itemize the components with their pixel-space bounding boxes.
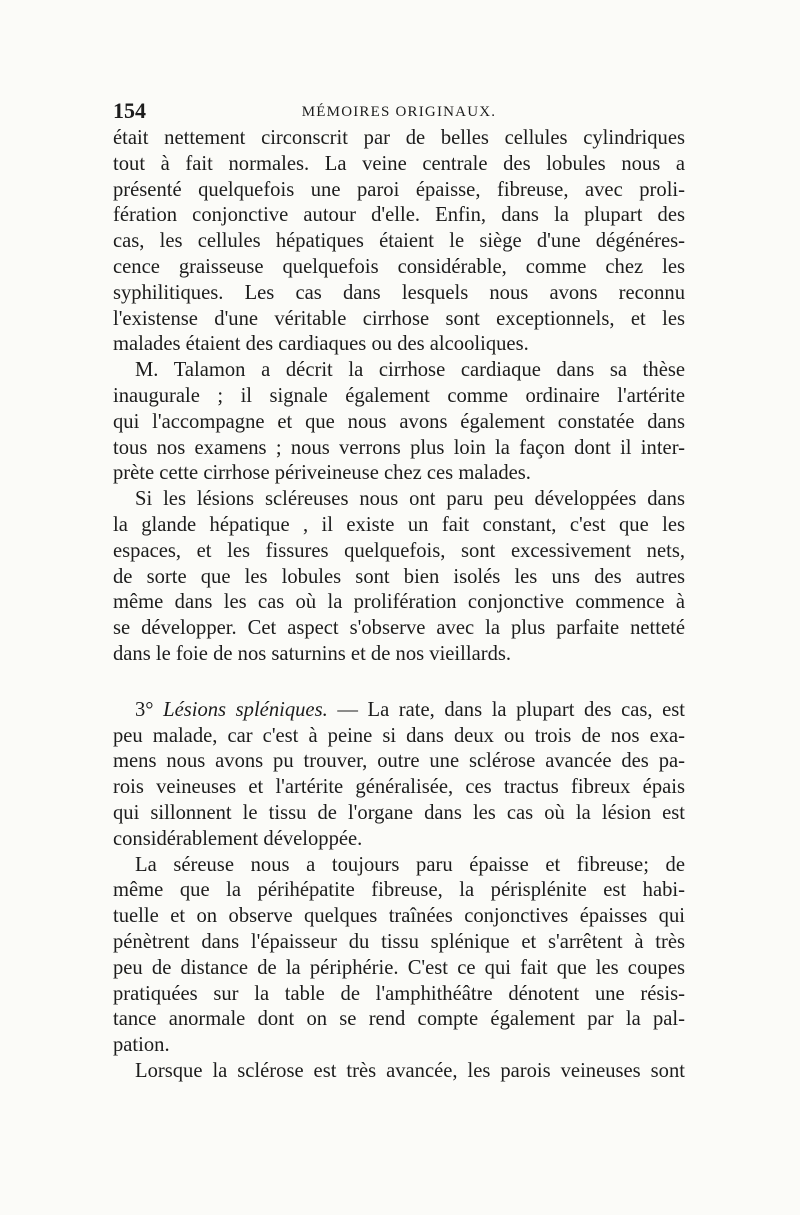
text-line: cence graisseuse quelquefois considérable, comme chez les bbox=[113, 255, 685, 278]
text-line: de sorte que les lobules sont bien isolés les uns des autres bbox=[113, 565, 685, 588]
section-gap bbox=[113, 668, 685, 698]
page-number: 154 bbox=[113, 98, 146, 123]
section-number: 3° bbox=[135, 698, 154, 721]
text-line: pénètrent dans l'épaisseur du tissu splénique et s'arrêtent à très bbox=[113, 930, 685, 953]
text-line: espaces, et les fissures quelquefois, sont excessivement nets, bbox=[113, 539, 685, 562]
paragraph-hepatic-lesions bbox=[113, 126, 685, 358]
book-page bbox=[113, 98, 685, 1085]
text-line: pratiquées sur la table de l'amphithéâtre dénotent une résis- bbox=[113, 982, 685, 1005]
section-heading-line bbox=[113, 698, 685, 724]
text-line: même que la périhépatite fibreuse, la périsplénite est habi- bbox=[113, 879, 685, 902]
paragraph-advanced-sclerosis bbox=[113, 1059, 685, 1085]
text-line: qui l'accompagne et que nous avons également constatée dans bbox=[113, 410, 685, 433]
text-line: M. Talamon a décrit la cirrhose cardiaque dans sa thèse bbox=[135, 359, 685, 382]
page-header bbox=[113, 98, 685, 126]
paragraph-splenic-lesions bbox=[113, 698, 685, 853]
text-line: dans le foie de nos saturnins et de nos vieillards. bbox=[113, 642, 512, 665]
running-head: MÉMOIRES ORIGINAUX. bbox=[301, 104, 497, 120]
text-line: La séreuse nous a toujours paru épaisse et fibreuse; de bbox=[135, 853, 685, 876]
body-text bbox=[113, 126, 685, 1085]
text-line: Lorsque la sclérose est très avancée, les parois veineuses sont bbox=[135, 1059, 685, 1082]
text-line: était nettement circonscrit par de belles cellules cylindriques bbox=[113, 127, 685, 149]
text-line: tuelle et on observe quelques traînées conjonctives épaisses qui bbox=[113, 905, 685, 928]
text-line: mens nous avons pu trouver, outre une sclérose avancée des pa- bbox=[113, 750, 685, 773]
text-line: se développer. Cet aspect s'observe avec la plus parfaite netteté bbox=[113, 617, 685, 640]
text-line: présenté quelquefois une paroi épaisse, fibreuse, avec proli- bbox=[113, 178, 685, 201]
text-line: peu malade, car c'est à peine si dans deux ou trois de nos exa- bbox=[113, 724, 685, 747]
text-line: qui sillonnent le tissu de l'organe dans les cas où la lésion est bbox=[113, 801, 685, 824]
text-line: malades étaient des cardiaques ou des alcooliques. bbox=[113, 333, 529, 356]
text-line: l'existense d'une véritable cirrhose sont exceptionnels, et les bbox=[113, 307, 685, 330]
text-line: la glande hépatique , il existe un fait constant, c'est que les bbox=[113, 513, 685, 536]
section-title: Lésions spléniques. bbox=[163, 698, 328, 721]
text-line: — La rate, dans la plupart des cas, est bbox=[337, 698, 685, 721]
text-line: même dans les cas où la prolifération conjonctive commence à bbox=[113, 591, 685, 614]
text-line: syphilitiques. Les cas dans lesquels nous avons reconnu bbox=[113, 281, 685, 304]
text-line: fération conjonctive autour d'elle. Enfin, dans la plupart des bbox=[113, 204, 685, 227]
text-line: cas, les cellules hépatiques étaient le siège d'une dégénéres- bbox=[113, 230, 685, 253]
text-line: tous nos examens ; nous verrons plus loin la façon dont il inter- bbox=[113, 436, 685, 459]
text-line: tance anormale dont on se rend compte également par la pal- bbox=[113, 1008, 685, 1031]
text-line: considérablement développée. bbox=[113, 827, 363, 850]
paragraph-serosa bbox=[113, 853, 685, 1059]
text-line: Si les lésions scléreuses nous ont paru peu développées dans bbox=[135, 488, 685, 511]
text-line: inaugurale ; il signale également comme ordinaire l'artérite bbox=[113, 384, 685, 407]
text-line: peu de distance de la périphérie. C'est ce qui fait que les coupes bbox=[113, 956, 685, 979]
text-line: tout à fait normales. La veine centrale des lobules nous a bbox=[113, 152, 685, 175]
text-line: pation. bbox=[113, 1034, 170, 1057]
text-line: rois veineuses et l'artérite généralisée, ces tractus fibreux épais bbox=[113, 776, 685, 799]
text-line: prète cette cirrhose périveineuse chez ces malades. bbox=[113, 462, 531, 485]
paragraph-talamon bbox=[113, 358, 685, 487]
paragraph-sclerotic-lesions bbox=[113, 487, 685, 668]
